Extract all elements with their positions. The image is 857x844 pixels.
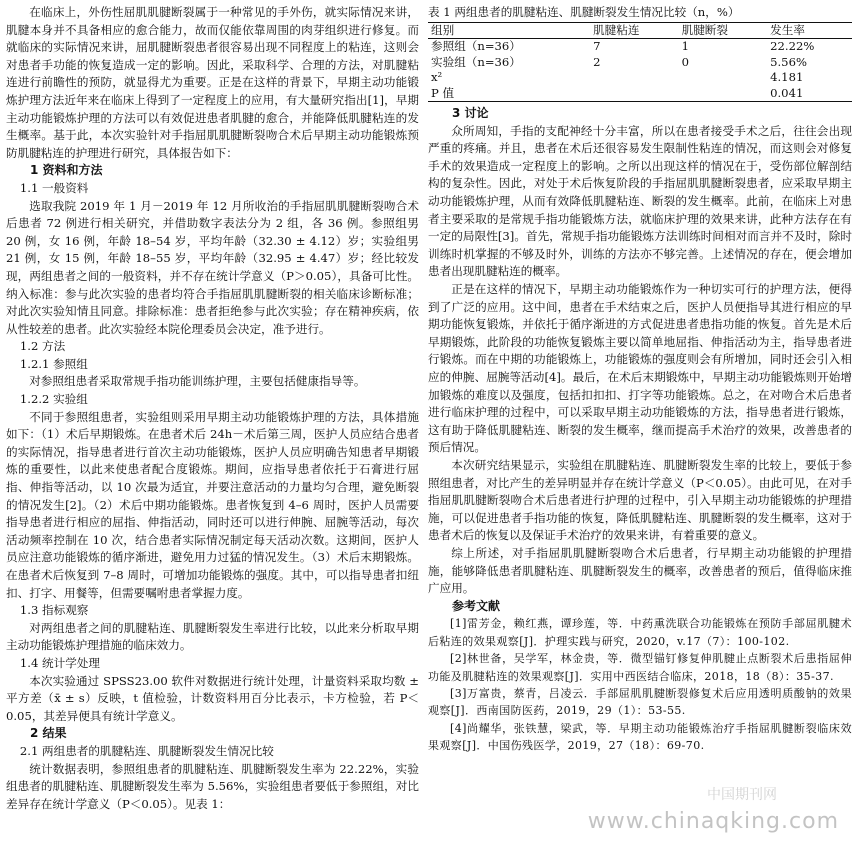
table-cell: 5.56% [770,54,807,69]
section-1-2-2-title: 1.2.2 实验组 [19,392,88,407]
table-cell: 22.22% [770,39,815,54]
section-2-title: 2 结果 [30,726,67,741]
right-column [428,4,852,755]
watermark-logo: 中国期刊网 [707,787,777,803]
section-1-2-2-text: 不同于参照组患者，实验组则采用早期主动功能锻炼护理的方法，具体措施如下：（1）术后早期锻炼。在患者术后 24h－术后第三周，医护人员应结合患者的实际情况，指导患者进行首次主动功能锻炼，医护人员应明确告知患者早期锻炼的重要性，以此来使患者配合度锻炼。期间，应指导患者依托于石膏进行屈指、伸指等活动，以 10 次最为适宜，并要注意活动的力量均匀合理，避免断裂的情况发生[2]。（2）术后中期功能锻炼。患者恢复到 4–6 周时，医护人员需要指导患者进行相应的屈指、伸指活动，同时还可以进行伸腕、屈腕等活动，每次活动频率控制在 10 次，结合患者实际情况制定每天活动次数。这期间，医护人员应注意功能锻炼的循序渐进，避免用力过猛的情况发生。（3）术后末期锻炼。在患者术后恢复到 7–8 周时，可增加功能锻炼的强度。其中，可以指导患者扣纽扣、打字、用餐等，但需要嘱咐患者掌握力度。 [6,409,419,600]
section-1-2-title: 1.2 方法 [19,339,66,354]
section-1-3-text: 对两组患者之间的肌腱粘连、肌腱断裂发生率进行比较，以此来分析取早期主动功能锻炼护理措施的临床效力。 [6,620,419,653]
table-cell: 参照组（n=36） [431,39,521,54]
table-row [428,70,852,86]
table-cell: 实验组（n=36） [431,54,521,69]
section-1-4-title: 1.4 统计学处理 [19,655,100,670]
section-1-title: 1 资料和方法 [30,163,103,178]
table-cell [679,70,768,86]
table-header-cell: 组别 [431,22,455,37]
table-header-cell: 发生率 [770,22,805,37]
discussion-paragraph: 众所周知，手指的支配神经十分丰富，所以在患者接受手术之后，往往会出现严重的疼痛。并且，患者在术后还很容易发生限制性粘连的情况，而这则会对修复手术的效果造成一定程度上的影响。之所以出现这样的情况在于，受伤部位解剖结构的复杂性。因此，对处于术后恢复阶段的手指屈肌肌腱断裂患者，应采取早期主动功能锻炼护理，从而有效降低肌腱粘连、断裂的发生概率。此前，在临床上对患者主要采取的是常规手指功能锻炼方法，就临床护理的效果来讲，此种方法存在有一定的局限性[3]。首先，常规手指功能锻炼方法训练时间相对而言并不及时，除时训练时机掌握的不够及时外，训练的方法亦不够完善。上述情况的存在，便会增加患者出现肌腱粘连的概率。 [428,123,852,279]
table-cell: 2 [593,54,601,69]
table-cell: 0.041 [770,85,804,100]
table-cell: x² [431,70,443,85]
discussion-paragraph: 本次研究结果显示，实验组在肌腱粘连、肌腱断裂发生率的比较上，要低于参照组患者，对比产生的差异明显并存在统计学意义（P＜0.05）。由此可见，在对手指屈肌肌腱断裂吻合术后患者进行护理的过程中，引入早期主动功能锻炼的护理措施，可以促进患者手指功能的恢复，降低肌腱粘连、肌腱断裂的发生概率，这对于患者术后的恢复以及保证手术治疗的效果来讲，有着重要的意义。 [428,457,852,543]
reference-item: [4]尚耀华，张铁慧，梁武，等．早期主动功能锻炼治疗手指屈肌腱断裂临床效果观察[J]．中国伤残医学，2019，27（18）：69-70. [428,721,852,753]
table-cell: 4.181 [770,70,804,85]
section-1-4-text: 本次实验通过 SPSS23.00 软件对数据进行统计处理，计量资料采取均数 ± 平方差（x̄ ± s）反映，t 值检验，计数资料用百分比表示，卡方检验，若 P＜0.05，其差异便具有统计学意义。 [6,673,419,723]
reference-item: [1]雷芳金，赖红燕，谭珍莲，等．中药熏洗联合功能锻炼在预防手部屈肌腱术后粘连的效果观察[J]．护理实践与研究，2020，v.17（7）：100-102. [428,617,852,648]
table-cell [590,70,679,86]
table-header-cell: 肌腱粘连 [593,22,640,37]
section-2-1-text: 统计数据表明，参照组患者的肌腱粘连、肌腱断裂发生率为 22.22%，实验组患者的肌腱粘连、肌腱断裂发生率为 5.56%，实验组患者要低于参照组，对比差异存在统计学意义（P＜0.05）。见表 1： [6,761,419,811]
section-1-1-title: 1.1 一般资料 [19,180,89,195]
section-1-3-title: 1.3 指标观察 [19,603,89,618]
table-header-row [428,22,852,39]
discussion-paragraph: 综上所述，对手指屈肌肌腱断裂吻合术后患者，行早期主动功能锻的护理措施，能够降低患者肌腱粘连、肌腱断裂发生的概率，改善患者的预后，值得临床推广应用。 [428,545,852,596]
table-header-cell: 肌腱断裂 [681,22,728,37]
table-cell: 1 [681,39,689,54]
intro-paragraph: 在临床上，外伤性屈肌肌腱断裂属于一种常见的手外伤，就实际情况来讲，肌腱本身并不具备相应的愈合能力，故而仅能依靠周围的肉芽组织进行修复。而就临床的实际情况来讲，屈肌腱断裂患者很容易出现不同程度上的粘连，这则会对患者手功能的恢复造成一定的影响。因此，采取科学、合理的方法，对肌腱粘连进行前瞻性的预防，就显得尤为重要。正是在这样的背景下，早期主动功能锻炼护理方法近年来在临床上得到了一定程度上的应用，有大量研究指出[1]，早期主动功能锻炼护理的方法可以有效促进患者肌腱的愈合，并能降低肌腱粘连的发生概率。基于此，本次实验针对手指屈肌肌腱断裂吻合术后早期主动功能锻炼预防肌腱粘连的护理进行研究，具体报告如下： [6,5,419,160]
section-1-2-1-text: 对参照组患者采取常规手指功能训练护理，主要包括健康指导等。 [29,374,366,389]
section-3-title: 3 讨论 [452,106,489,121]
reference-item: [2]林世备，吴学军，林金贵，等．微型锚钉修复伸肌腱止点断裂术后患指屈伸功能及肌腱粘连的效果观察[J]．实用中西医结合临床，2018，18（8）：35-37. [428,652,852,683]
section-2-1-title: 2.1 两组患者的肌腱粘连、肌腱断裂发生情况比较 [19,743,274,758]
table-row [428,39,852,55]
discussion-paragraph: 正是在这样的情况下，早期主动功能锻炼作为一种切实可行的护理方法，便得到了广泛的应用。这中间，患者在手术结束之后，医护人员便指导其进行相应的早期功能恢复锻炼，并依托于循序渐进的方式促进患者患指功能的恢复。首先是术后早期锻炼，此阶段的功能恢复锻炼主要以简单地屈指、伸指活动为主，指导患者进行锻炼。而在中期的功能锻炼上，功能锻炼的强度则会有所增加，同时还会引入相应的伸腕、屈腕等活动[4]。最后，在术后末期锻炼中，早期主动功能锻炼则开始增加锻炼的难度以及强度，包括扣扣扣、打字等功能锻炼。总之，在对吻合术后患者进行临床护理的过程中，可以采取早期主动功能锻炼的方法，指导患者进行锻炼，这有助于降低肌腱粘连、断裂的发生概率，继而提高手术治疗的效果，改善患者的预后情况。 [428,282,852,455]
table-cell: 7 [593,39,601,54]
left-column [6,4,419,813]
table-cell: P 值 [431,85,455,100]
table-row [428,55,852,71]
watermark-url: www.chinaqking.com [587,809,839,834]
table-cell [679,86,768,102]
section-1-1-text: 选取我院 2019 年 1 月－2019 年 12 月所收治的手指屈肌肌腱断裂吻合术后患者 72 例进行相关研究，并借助数字表法分为 2 组，各 36 例。参照组男 20 例，女 16 例，年龄 18–54 岁，平均年龄（32.30 ± 4.12）岁；实验组男 21 例，女 15 例，年龄 18–55 岁，平均年龄（32.95 ± 4.47）岁；经比较发现，两组患者之间的一般资料，并不存在统计学意义（P＞0.05），具备可比性。纳入标准：参与此次实验的患者均符合手指屈肌肌腱断裂的相关临床诊断标准；对此次实验知情且同意。排除标准：患者拒绝参与此次实验；存在精神疾病，依从性较差的患者。此次实验经本院伦理委员会决定，准予进行。 [6,198,419,336]
table-row [428,86,852,102]
table-cell [590,86,679,102]
table-caption: 表 1 两组患者的肌腱粘连、肌腱断裂发生情况比较（n，%） [428,5,740,19]
section-1-2-1-title: 1.2.1 参照组 [19,356,88,371]
results-table [428,22,852,103]
table-cell: 0 [681,54,689,69]
references-title: 参考文献 [452,598,501,613]
reference-item: [3]万富贵，蔡青，吕凌云．手部屈肌肌腱断裂修复术后应用透明质酸钠的效果观察[J]．西南国防医药，2019，29（1）：53-55. [428,686,852,718]
